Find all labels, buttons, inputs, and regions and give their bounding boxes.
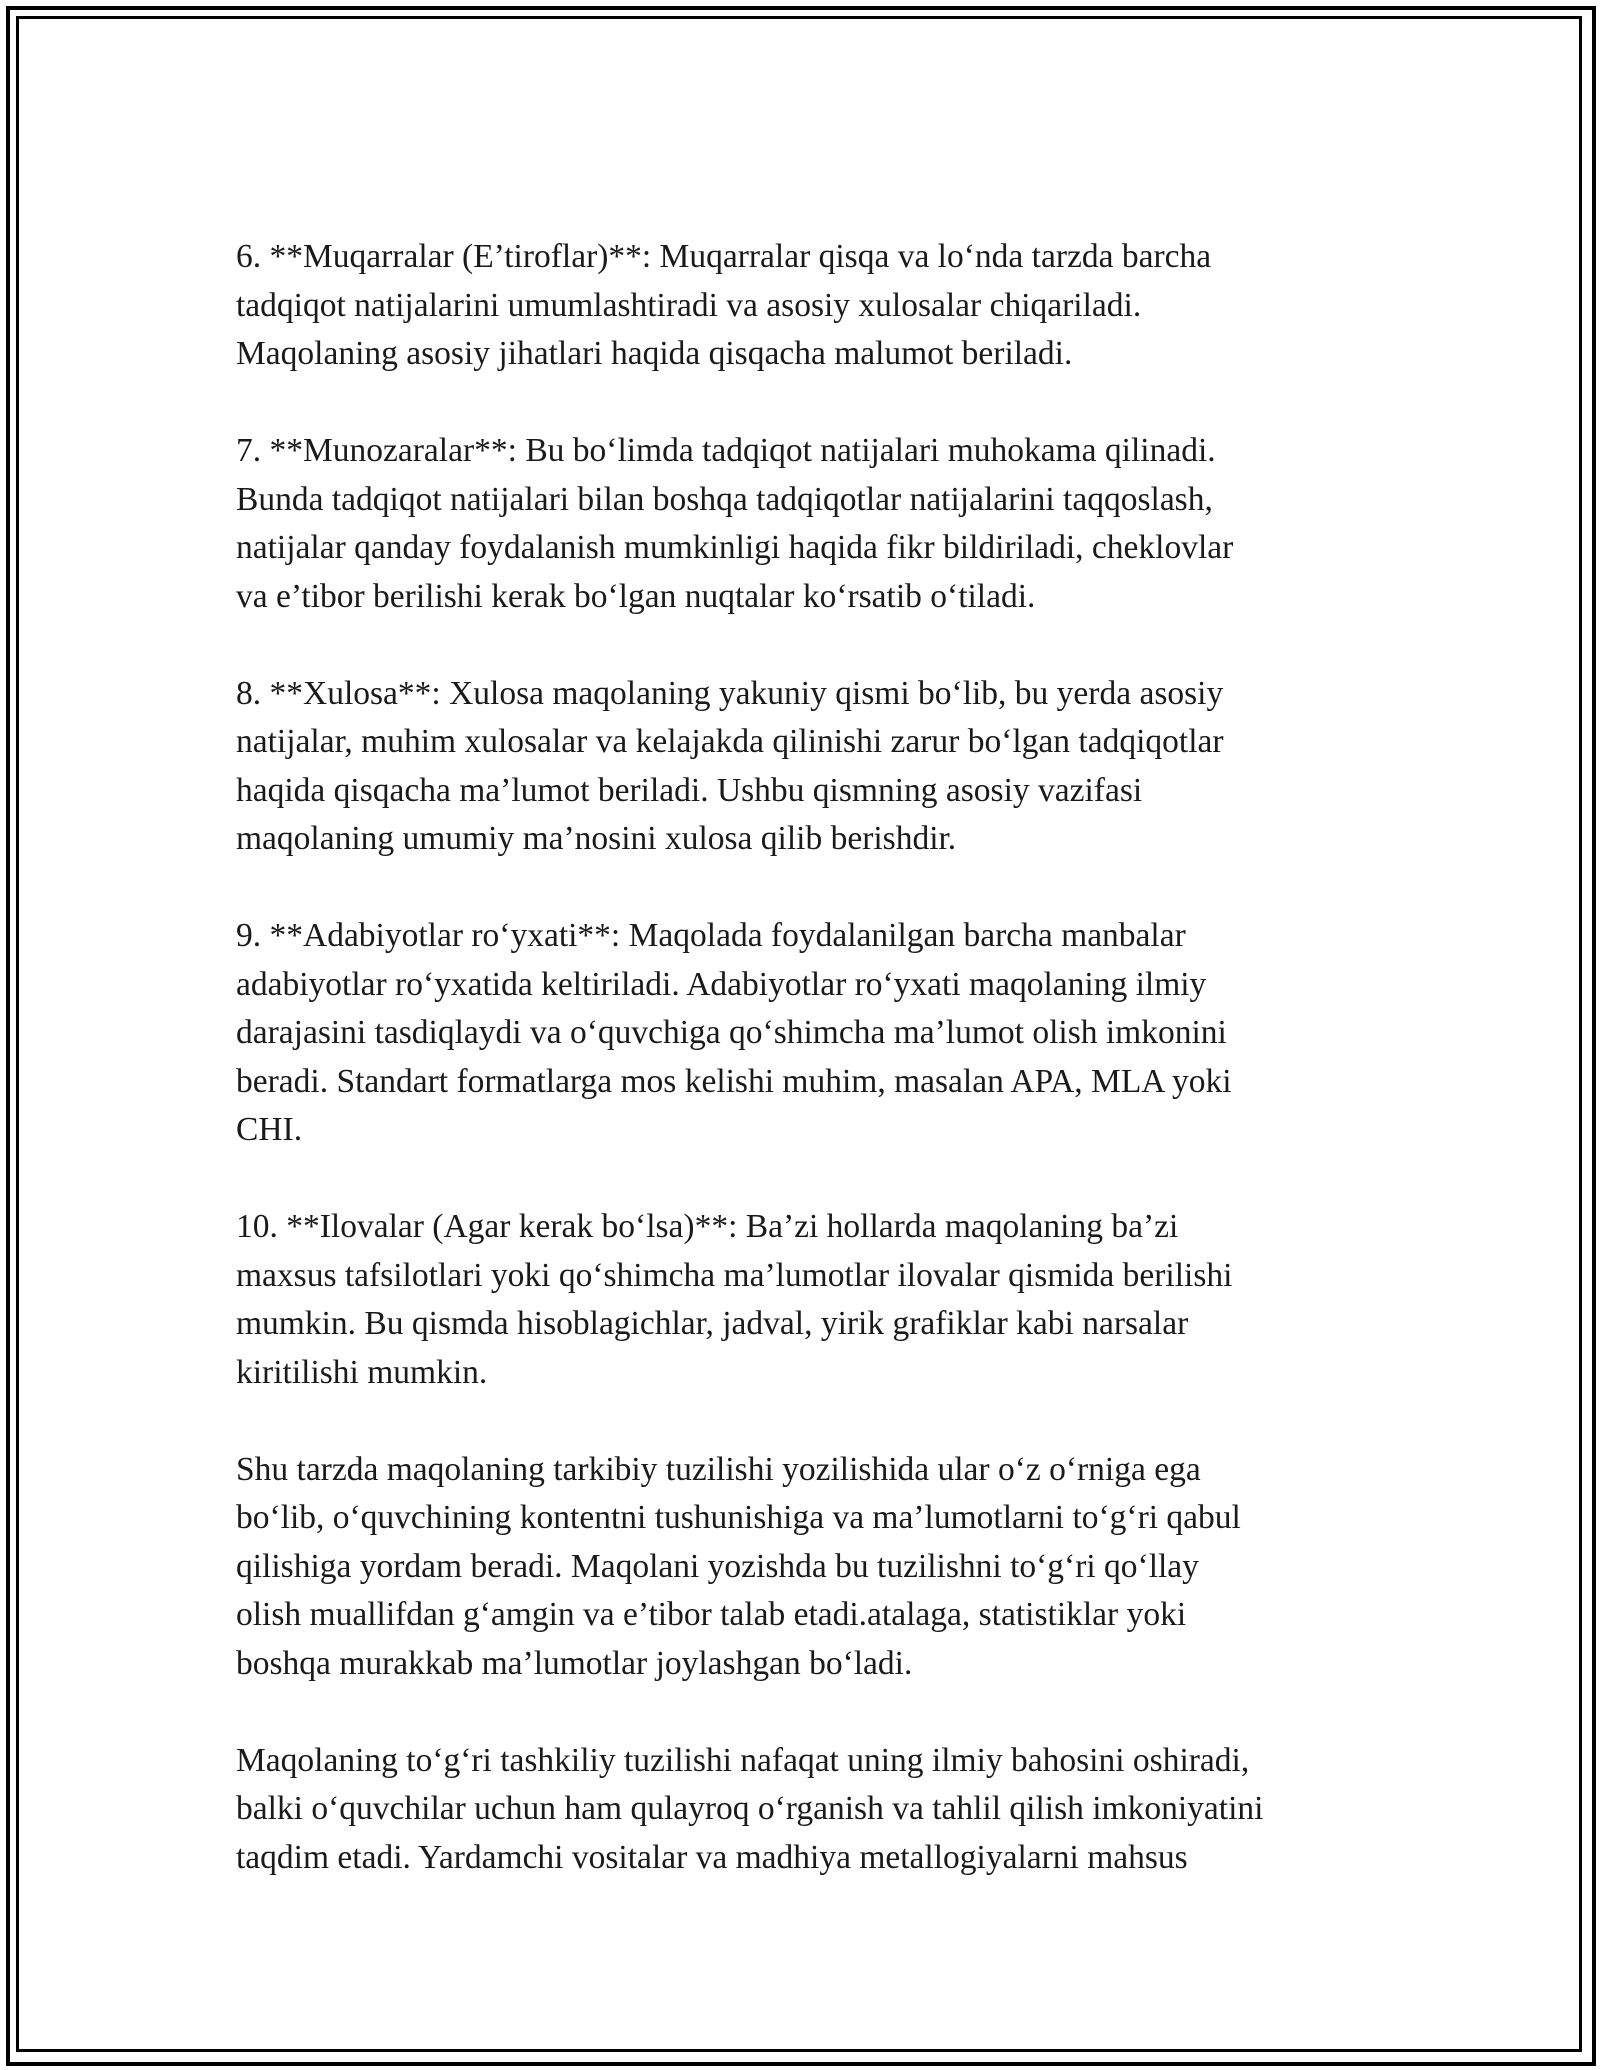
- paragraph-10-ilovalar: [236, 1203, 1386, 1397]
- text-line: tadqiqot natijalarini umumlashtiradi va asosiy xulosalar chiqariladi.: [236, 286, 1142, 324]
- text-line: 9. **Adabiyotlar ro‘yxati**: Maqolada foydalanilgan barcha manbalar: [236, 917, 1186, 954]
- text-line: 10. **Ilovalar (Agar kerak bo‘lsa)**: Ba’zi hollarda maqolaning ba’zi: [236, 1208, 1179, 1245]
- text-line: 6. **Muqarralar (E’tiroflar)**: Muqarralar qisqa va lo‘nda tarzda barcha: [236, 238, 1212, 275]
- text-line: CHI.: [236, 1111, 303, 1148]
- text-line: haqida qisqacha ma’lumot beriladi. Ushbu qismning asosiy vazifasi: [236, 771, 1143, 809]
- paragraph-conclusion: [236, 1737, 1386, 1883]
- paragraph-9-adabiyotlar: [236, 912, 1386, 1155]
- text-line: qilishiga yordam beradi. Maqolani yozishda bu tuzilishni to‘g‘ri qo‘llay: [236, 1547, 1199, 1585]
- text-line: maqolaning umumiy ma’nosini xulosa qilib berishdir.: [236, 820, 957, 857]
- text-line: Maqolaning to‘g‘ri tashkiliy tuzilishi nafaqat uning ilmiy bahosini oshiradi,: [236, 1741, 1250, 1779]
- paragraph-6-muqarralar: [236, 233, 1386, 379]
- text-line: bo‘lib, o‘quvchining kontentni tushunishiga va ma’lumotlarni to‘g‘ri qabul: [236, 1499, 1241, 1536]
- paragraph-summary: [236, 1446, 1386, 1689]
- text-line: 7. **Munozaralar**: Bu bo‘limda tadqiqot natijalari muhokama qilinadi.: [236, 432, 1216, 469]
- text-line: balki o‘quvchilar uchun ham qulayroq o‘rganish va tahlil qilish imkoniyatini: [236, 1790, 1264, 1827]
- text-line: va e’tibor berilishi kerak bo‘lgan nuqtalar ko‘rsatib o‘tiladi.: [236, 577, 1036, 615]
- text-line: boshqa murakkab ma’lumotlar joylashgan bo‘ladi.: [236, 1644, 913, 1682]
- text-line: natijalar qanday foydalanish mumkinligi haqida fikr bildiriladi, cheklovlar: [236, 529, 1234, 566]
- text-line: olish muallifdan g‘amgin va e’tibor talab etadi.atalaga, statistiklar yoki: [236, 1596, 1187, 1633]
- text-line: mumkin. Bu qismda hisoblagichlar, jadval, yirik grafiklar kabi narsalar: [236, 1305, 1189, 1342]
- text-line: adabiyotlar ro‘yxatida keltiriladi. Adabiyotlar ro‘yxati maqolaning ilmiy: [236, 965, 1207, 1003]
- text-line: beradi. Standart formatlarga mos kelishi muhim, masalan APA, MLA yoki: [236, 1062, 1232, 1100]
- paragraph-7-munozaralar: [236, 427, 1386, 621]
- text-line: Shu tarzda maqolaning tarkibiy tuzilishi yozilishida ular o‘z o‘rniga ega: [236, 1450, 1201, 1488]
- text-line: Maqolaning asosiy jihatlari haqida qisqacha malumot beriladi.: [236, 335, 1073, 372]
- text-line: taqdim etadi. Yardamchi vositalar va madhiya metallogiyalarni mahsus: [236, 1838, 1188, 1876]
- text-line: maxsus tafsilotlari yoki qo‘shimcha ma’lumotlar ilovalar qismida berilishi: [236, 1256, 1233, 1294]
- document-body: [236, 233, 1386, 1931]
- paragraph-8-xulosa: [236, 670, 1386, 864]
- text-line: Bunda tadqiqot natijalari bilan boshqa tadqiqotlar natijalarini taqqoslash,: [236, 480, 1213, 518]
- text-line: natijalar, muhim xulosalar va kelajakda qilinishi zarur bo‘lgan tadqiqotlar: [236, 723, 1224, 760]
- text-line: kiritilishi mumkin.: [236, 1353, 488, 1391]
- text-line: 8. **Xulosa**: Xulosa maqolaning yakuniy qismi bo‘lib, bu yerda asosiy: [236, 674, 1224, 712]
- text-line: darajasini tasdiqlaydi va o‘quvchiga qo‘shimcha ma’lumot olish imkonini: [236, 1014, 1227, 1051]
